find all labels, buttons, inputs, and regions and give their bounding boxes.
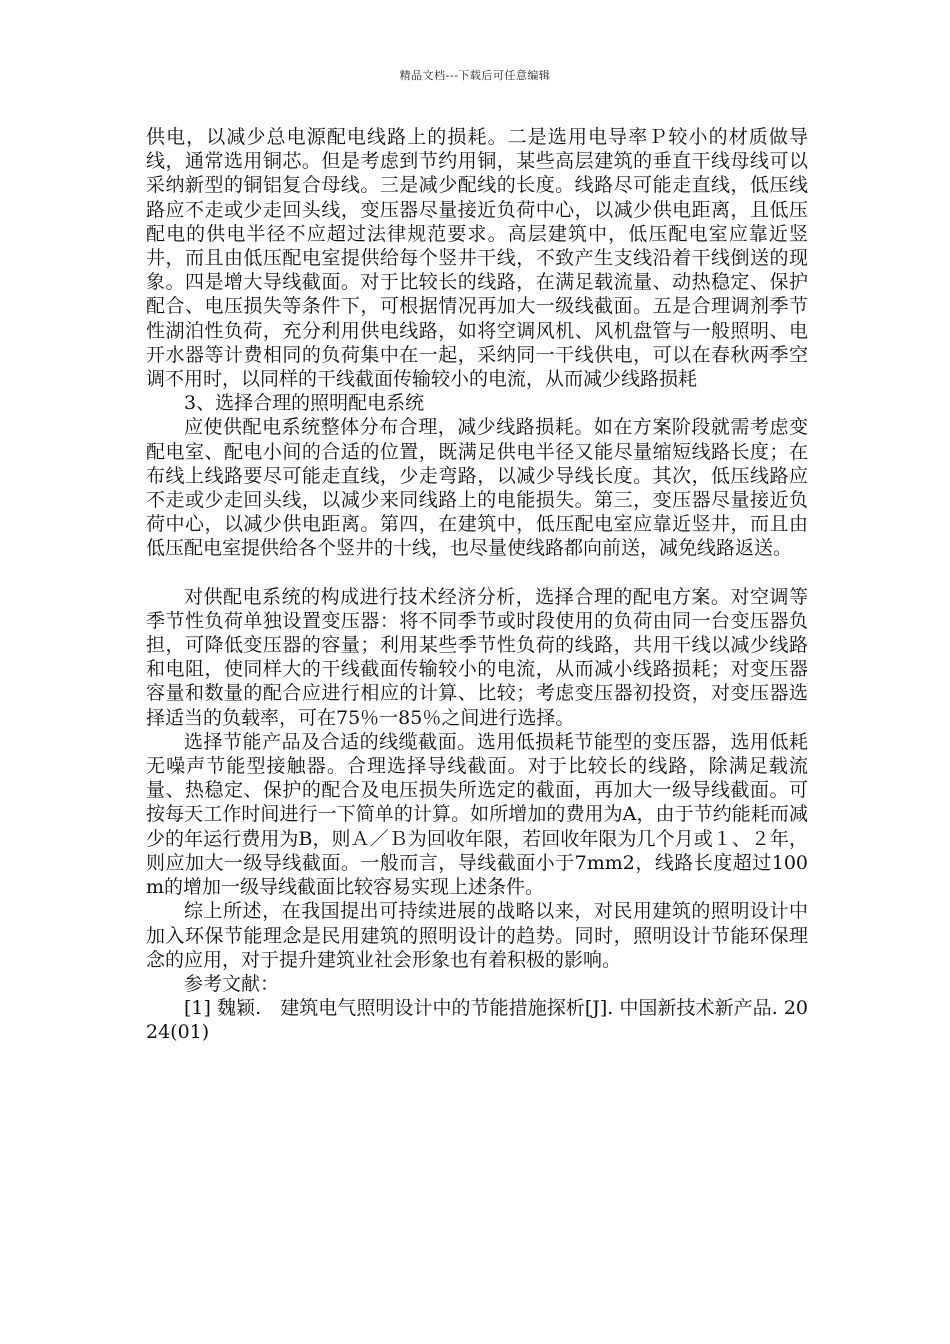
paragraph-conclusion: 综上所述，在我国提出可持续进展的战略以来，对民用建筑的照明设计中加入环保节能理念是民用建筑的照明设计的趋势。同时，照明设计节能环保理念的应用，对于提升建筑业社会形象也有着积极的影响。 — [146, 900, 808, 971]
document-body — [146, 125, 808, 1045]
paragraph-power-supply-continued: 供电，以减少总电源配电线路上的损耗。二是选用电导率Ｐ较小的材质做导线，通常选用铜芯。但是考虑到节约用铜，某些高层建筑的垂直干线母线可以采纳新型的铜铝复合母线。三是减少配线的长度。线路尽可能走直线，低压线路应不走或少走回头线，变压器尽量接近负荷中心，以减少供电距离，且低压配电的供电半径不应超过法律规范要求。高层建筑中，低压配电室应靠近竖井，而且由低压配电室提供给每个竖井干线，不致产生支线沿着干线倒送的现象。四是增大导线截面。对于比较长的线路，在满足载流量、动热稳定、保护配合、电压损失等条件下，可根据情况再加大一级线截面。五是合理调剂季节性湖泊性负荷，充分利用供电线路，如将空调风机、风机盘管与一般照明、电开水器等计费相同的负荷集中在一起，采纳同一干线供电，可以在春秋两季空调不用时，以同样的干线截面传输较小的电流，从而减少线路损耗 — [146, 126, 808, 391]
paragraph-economic-analysis: 对供配电系统的构成进行技术经济分析，选择合理的配电方案。对空调等季节性负荷单独设置变压器：将不同季节或时段使用的负荷由同一台变压器负担，可降低变压器的容量；利用某些季节性负荷的线路，共用干线以减少线路和电阻，使同样大的干线截面传输较小的电流，从而减小线路损耗；对变压器容量和数量的配合应进行相应的计算、比较；考虑变压器初投资，对变压器选择适当的负载率，可在75％一85％之间进行选择。 — [146, 585, 808, 729]
paragraph-gap — [146, 561, 808, 585]
paragraph-energy-saving-products: 选择节能产品及合适的线缆截面。选用低损耗节能型的变压器，选用低耗无噪声节能型接触器。合理选择导线截面。对于比较长的线路，除满足载流量、热稳定、保护的配合及电压损失所选定的截面，再加大一级导线截面。可按每天工作时间进行一下简单的计算。如所增加的费用为A，由于节约能耗而减少的年运行费用为B，则Ａ／Ｂ为回收年限，若回收年限为几个月或１、２年，则应加大一级导线截面。一般而言，导线截面小于7mm2，线路长度超过100m的增加一级导线截面比较容易实现上述条件。 — [146, 730, 808, 899]
section-heading-3: 3、选择合理的照明配电系统 — [184, 392, 425, 415]
paragraph-distribution-layout: 应使供配电系统整体分布合理，减少线路损耗。如在方案阶段就需考虑变配电室、配电小间的合适的位置，既满足供电半径又能尽量缩短线路长度；在布线上线路要尽可能走直线，少走弯路，以减少导线长度。其次，低压线路应不走或少走回头线，以减少来同线路上的电能损失。第三，变压器尽量接近负荷中心，以减少供电距离。第四，在建筑中，低压配电室应靠近竖井，而且由低压配电室提供给各个竖井的十线，也尽量使线路都向前送，减免线路返送。 — [146, 416, 808, 560]
references-title: 参考文献： — [184, 972, 280, 995]
reference-item-1: [1] 魏颖. 建筑电气照明设计中的节能措施探析[J]. 中国新技术新产品. 2024(01) — [146, 997, 808, 1044]
page-header: 精品文档---下载后可任意编辑 — [399, 69, 551, 82]
